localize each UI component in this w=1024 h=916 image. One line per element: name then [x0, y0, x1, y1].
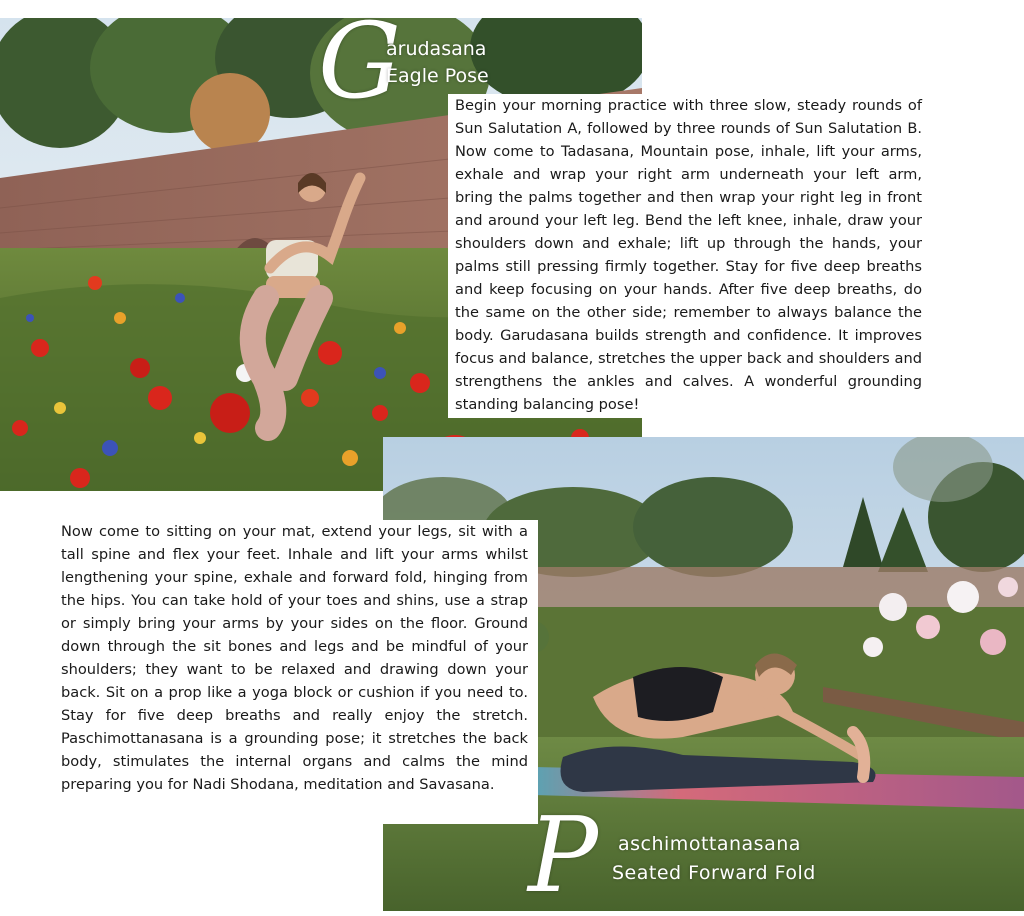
eagle-pose-title — [386, 36, 489, 90]
forward-fold-title-initial: P — [528, 794, 598, 916]
eagle-title-initial: G — [318, 0, 402, 122]
eagle-title-sanskrit: arudasana — [386, 38, 487, 60]
forward-fold-description: Now come to sitting on your mat, extend your legs, sit with a tall spine and flex your feet. Inhale and lift your arms whilst lengthening your spine, exhale and forward fold, hinging from the hips. You can take hold of your toes and shins, use a strap or simply bring your arms by your sides on the floor. Ground down through the sit bones and legs and be mindful of your shoulders; they want to be relaxed and drawing down your back. Sit on a prop like a yoga block or cushion if you need to. Stay for five deep breaths and really enjoy the stretch. Paschimottanasana is a grounding pose; it stretches the back body, stimulates the internal organs and calms the mind preparing you for Nadi Shodana, meditation and Savasana. — [50, 520, 538, 824]
eagle-title-english: Eagle Pose — [386, 65, 489, 87]
eagle-pose-description: Begin your morning practice with three slow, steady rounds of Sun Salutation A, followed by three rounds of Sun Salutation B. Now come to Tadasana, Mountain pose, inhale, lift your arms, exhale and wrap your right arm underneath your left arm, bring the palms together and then wrap your right leg in front and around your left leg. Bend the left knee, inhale, draw your shoulders down and exhale; lift up through the hands, your palms still pressing firmly together. Stay for five deep breaths and keep focusing on your hands. After five deep breaths, do the same on the other side; remember to always balance the body. Garudasana builds strength and confidence. It improves focus and balance, stretches the upper back and shoulders and strengthens the ankles and calves. A wonderful grounding standing balancing pose! — [448, 94, 930, 418]
forward-fold-title-english: Seated Forward Fold — [612, 862, 816, 884]
forward-fold-title-sanskrit: aschimottanasana — [618, 833, 801, 855]
forward-fold-title — [612, 830, 816, 888]
